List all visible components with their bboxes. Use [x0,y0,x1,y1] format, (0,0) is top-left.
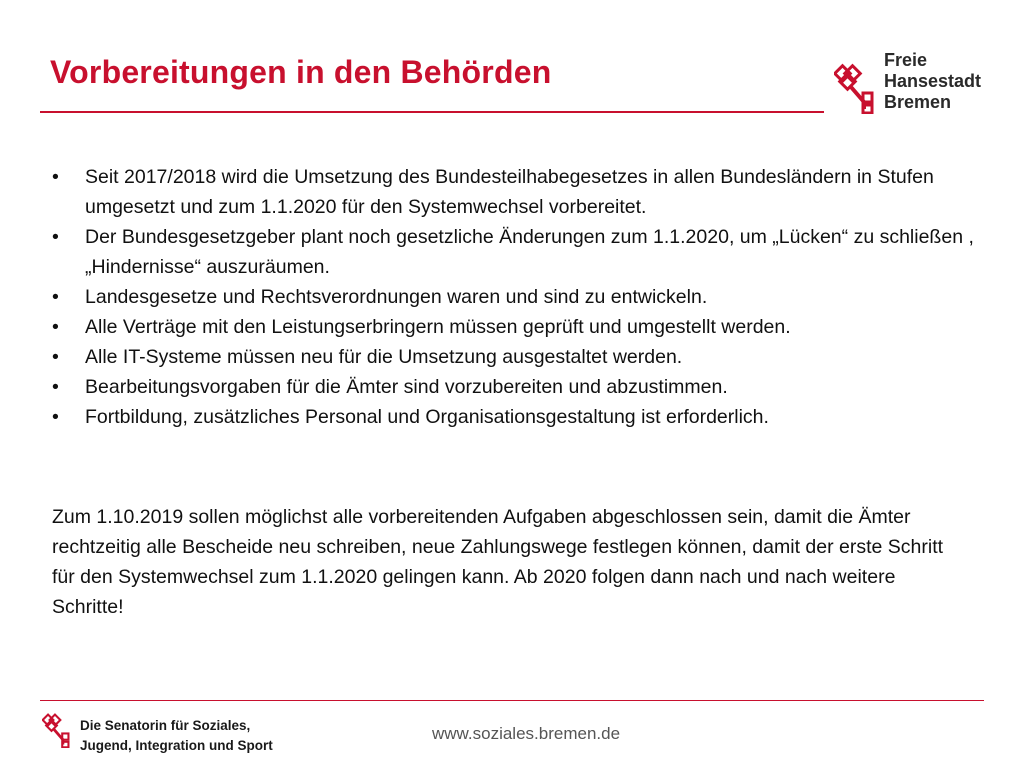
bullet-dot: • [52,346,59,368]
footer-org-line-1: Die Senatorin für Soziales, [80,718,251,733]
bremen-key-icon [42,712,70,748]
bullet-item [52,222,982,282]
bullet-text: Fortbildung, zusätzliches Personal und Organisationsgestaltung ist erforderlich. [85,406,769,428]
bullet-dot: • [52,166,59,188]
bullet-text: Bearbeitungsvorgaben für die Ämter sind vorzubereiten und abzustimmen. [85,376,728,398]
bullet-item [52,282,982,312]
bullet-dot: • [52,286,59,308]
summary-paragraph: Zum 1.10.2019 sollen möglichst alle vorbereitenden Aufgaben abgeschlossen sein, damit die Ämter rechtzeitig alle Bescheide neu schreiben, neue Zahlungswege festlegen können, damit der erste Schritt für den Systemwechsel zum 1.1.2020 gelingen kann. Ab 2020 folgen dann nach und nach weitere Schritte! [52,506,944,618]
slide-title: Vorbereitungen in den Behörden [50,54,552,90]
bullet-item [52,162,982,222]
bullet-dot: • [52,226,59,248]
bullet-text: Alle IT-Systeme müssen neu für die Umsetzung ausgestaltet werden. [85,346,683,368]
bremen-key-icon [834,62,874,114]
bullet-dot: • [52,316,59,338]
brand-line-1: Freie [884,50,928,70]
bullet-text: Seit 2017/2018 wird die Umsetzung des Bundesteilhabegesetzes in allen Bundesländern in Stufen umgesetzt und zum 1.1.2020 für den Systemwechsel vorbereitet. [85,166,934,218]
brand-logo [834,52,1014,118]
bullet-item [52,402,982,432]
bullet-text: Alle Verträge mit den Leistungserbringern müssen geprüft und umgestellt werden. [85,316,791,338]
bullet-item [52,312,982,342]
footer-org-name [80,716,273,756]
bullet-text: Landesgesetze und Rechtsverordnungen waren und sind zu entwickeln. [85,286,708,308]
footer-divider [40,700,984,701]
footer-org-line-2: Jugend, Integration und Sport [80,738,273,753]
bullet-item [52,342,982,372]
bullet-text: Der Bundesgesetzgeber plant noch gesetzliche Änderungen zum 1.1.2020, um „Lücken“ zu schließen , „Hindernisse“ auszuräumen. [85,226,974,278]
bullet-dot: • [52,406,59,428]
brand-line-3: Bremen [884,92,952,112]
footer-url: www.soziales.bremen.de [432,724,621,743]
bullet-list [52,162,982,432]
footer-logo [42,712,282,760]
title-divider [40,111,824,113]
bullet-item [52,372,982,402]
bullet-dot: • [52,376,59,398]
brand-wordmark [884,50,981,113]
brand-line-2: Hansestadt [884,71,982,91]
